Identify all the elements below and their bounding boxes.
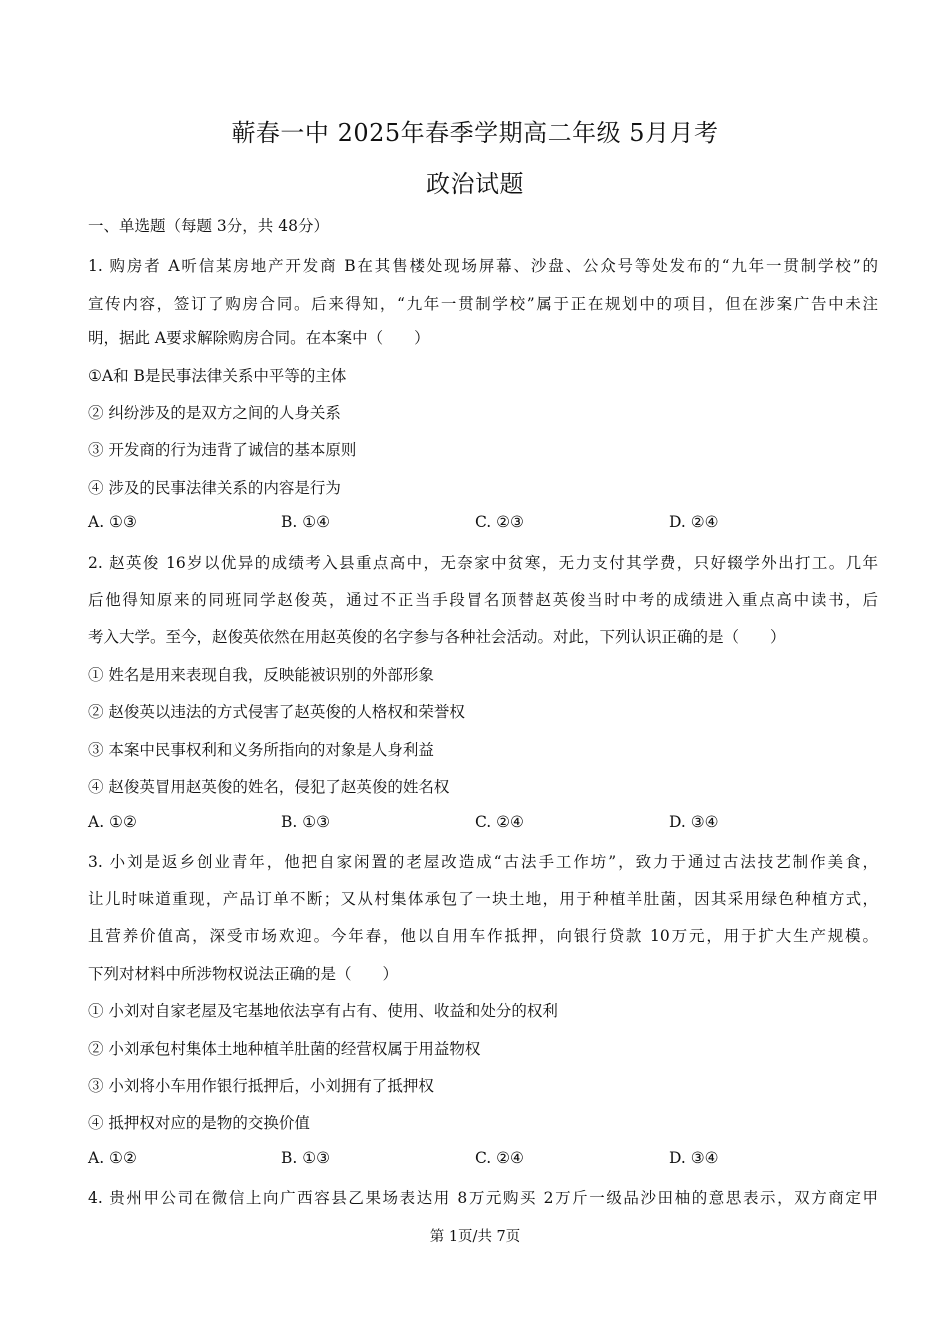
- question-2-statement: ④ 赵俊英冒用赵英俊的姓名，侵犯了赵英俊的姓名权: [88, 778, 450, 796]
- question-2-statement: ① 姓名是用来表现自我，反映能被识别的外部形象: [88, 666, 434, 684]
- question-3-stem-line: 让儿时味道重现，产品订单不断；又从村集体承包了一块土地，用于种植羊肚菌，因其采用绿色种植方式，: [88, 890, 878, 908]
- question-3-statement: ④ 抵押权对应的是物的交换价值: [88, 1114, 310, 1132]
- page-title-line2: 政治试题: [426, 170, 524, 198]
- question-3-statement: ② 小刘承包村集体土地种植羊肚菌的经营权属于用益物权: [88, 1040, 481, 1058]
- question-3-option-c: C. ②④: [475, 1149, 524, 1167]
- question-1-statement: ③ 开发商的行为违背了诚信的基本原则: [88, 441, 357, 459]
- question-1-statement: ② 纠纷涉及的是双方之间的人身关系: [88, 404, 341, 422]
- question-2-statement: ③ 本案中民事权利和义务所指向的对象是人身利益: [88, 741, 434, 759]
- section-header: 一、单选题（每题 3分，共 48分）: [88, 217, 329, 235]
- question-4-stem-line: 4. 贵州甲公司在微信上向广西容县乙果场表达用 8万元购买 2万斤一级品沙田柚的意思表示，双方商定甲: [88, 1189, 878, 1207]
- question-2-option-a: A. ①②: [88, 813, 137, 831]
- page-title-line1: 蕲春一中 2025年春季学期高二年级 5月月考: [231, 119, 719, 147]
- page-footer: 第 1页/共 7页: [429, 1229, 521, 1245]
- question-2-stem-line: 2. 赵英俊 16岁以优异的成绩考入县重点高中，无奈家中贫寒，无力支付其学费，只好辍学外出打工。几年: [88, 554, 878, 572]
- question-1-option-a: A. ①③: [88, 513, 137, 531]
- question-1-statement: ①A和 B是民事法律关系中平等的主体: [88, 367, 347, 385]
- question-2-option-d: D. ③④: [669, 813, 719, 831]
- question-2-option-c: C. ②④: [475, 813, 524, 831]
- question-3-option-a: A. ①②: [88, 1149, 137, 1167]
- question-1-option-d: D. ②④: [669, 513, 719, 531]
- question-1-stem-line: 宣传内容，签订了购房合同。后来得知，“九年一贯制学校”属于正在规划中的项目，但在涉案广告中未注: [88, 295, 878, 313]
- question-2-stem-line: 考入大学。至今，赵俊英依然在用赵英俊的名字参与各种社会活动。对此，下列认识正确的是（ ）: [88, 628, 786, 646]
- question-1-statement: ④ 涉及的民事法律关系的内容是行为: [88, 479, 341, 497]
- question-2-statement: ② 赵俊英以违法的方式侵害了赵英俊的人格权和荣誉权: [88, 703, 465, 721]
- question-3-option-d: D. ③④: [669, 1149, 719, 1167]
- question-3-stem-line: 且营养价值高，深受市场欢迎。今年春，他以自用车作抵押，向银行贷款 10万元，用于扩大生产规模。: [88, 927, 878, 945]
- question-1-stem-line: 1. 购房者 A听信某房地产开发商 B在其售楼处现场屏幕、沙盘、公众号等处发布的“九年一贯制学校”的: [88, 257, 878, 275]
- question-2-option-b: B. ①③: [281, 813, 331, 831]
- question-3-stem-line: 下列对材料中所涉物权说法正确的是（ ）: [88, 965, 399, 983]
- question-3-statement: ① 小刘对自家老屋及宅基地依法享有占有、使用、收益和处分的权利: [88, 1002, 558, 1020]
- question-1-option-c: C. ②③: [475, 513, 524, 531]
- question-2-stem-line: 后他得知原来的同班同学赵俊英，通过不正当手段冒名顶替赵英俊当时中考的成绩进入重点高中读书，后: [88, 591, 878, 609]
- question-1-option-b: B. ①④: [281, 513, 331, 531]
- question-3-option-b: B. ①③: [281, 1149, 331, 1167]
- question-3-statement: ③ 小刘将小车用作银行抵押后，小刘拥有了抵押权: [88, 1077, 434, 1095]
- question-1-stem-line: 明，据此 A要求解除购房合同。在本案中（ ）: [88, 329, 430, 347]
- question-3-stem-line: 3. 小刘是返乡创业青年，他把自家闲置的老屋改造成“古法手工作坊”，致力于通过古法技艺制作美食，: [88, 853, 878, 871]
